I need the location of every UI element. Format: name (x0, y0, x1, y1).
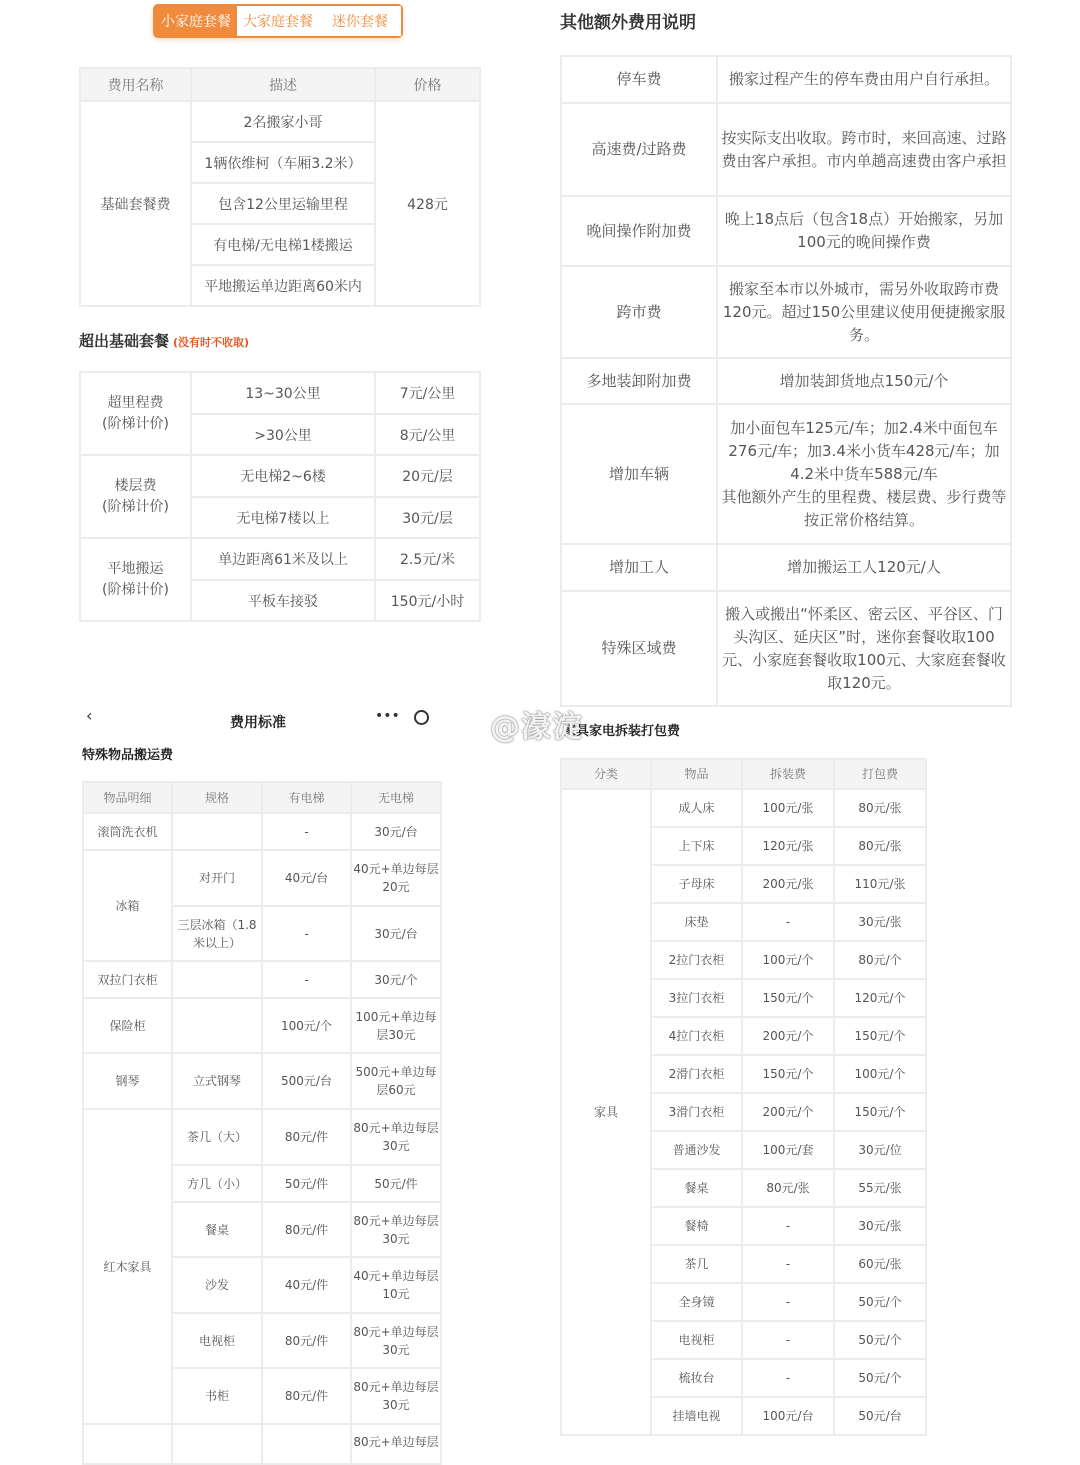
item-elevator-price: 40元/台 (262, 850, 351, 906)
furniture-item: 全身镜 (651, 1283, 742, 1321)
header-packing: 打包费 (834, 759, 926, 789)
furniture-packing-fee: 55元/张 (834, 1169, 926, 1207)
item-elevator-price: 80元/件 (262, 1202, 351, 1257)
item-spec: 书柜 (172, 1368, 262, 1424)
extra-fee-name: 高速费/过路费 (561, 103, 717, 196)
item-name: 钢琴 (83, 1053, 172, 1109)
basic-item: 有电梯/无电梯1楼搬运 (191, 224, 375, 265)
item-name (83, 1424, 172, 1464)
furniture-packing-fee: 120元/个 (834, 979, 926, 1017)
furniture-packing-fee: 80元/个 (834, 941, 926, 979)
item-spec (172, 998, 262, 1053)
extra-fee-name: 晚间操作附加费 (561, 196, 717, 266)
over-price: 2.5元/米 (375, 538, 480, 580)
header-desc: 描述 (191, 68, 375, 101)
furniture-assembly-fee: - (742, 1359, 834, 1397)
furniture-item: 4拉门衣柜 (651, 1017, 742, 1055)
basic-fee-name: 基础套餐费 (80, 101, 191, 306)
furniture-item: 餐椅 (651, 1207, 742, 1245)
item-spec (172, 961, 262, 998)
item-spec: 对开门 (172, 850, 262, 906)
item-spec: 电视柜 (172, 1313, 262, 1368)
item-no-elevator-price: 50元/件 (351, 1165, 441, 1202)
over-flat-name: 平地搬运 (阶梯计价) (80, 538, 191, 621)
item-spec: 沙发 (172, 1257, 262, 1313)
furniture-item: 茶几 (651, 1245, 742, 1283)
extra-fees-title: 其他额外费用说明 (560, 13, 696, 33)
item-no-elevator-price: 80元+单边每层30元 (351, 1313, 441, 1368)
nav-bar-fragment (86, 706, 441, 731)
header-price: 价格 (375, 68, 480, 101)
item-no-elevator-price: 40元+单边每层10元 (351, 1257, 441, 1313)
furniture-assembly-fee: - (742, 1283, 834, 1321)
extra-fee-name: 多地装卸附加费 (561, 358, 717, 404)
over-basic-note: (没有时不收取) (173, 336, 250, 349)
over-price: 30元/层 (375, 497, 480, 538)
extra-fee-desc: 搬家过程产生的停车费由用户自行承担。 (717, 56, 1011, 103)
tab-small-family[interactable]: 小家庭套餐 (155, 6, 237, 36)
furniture-packing-fee: 60元/张 (834, 1245, 926, 1283)
item-no-elevator-price: 40元+单边每层20元 (351, 850, 441, 906)
over-price: 20元/层 (375, 455, 480, 497)
special-items-title: 特殊物品搬运费 (82, 748, 174, 763)
header-category: 分类 (561, 759, 651, 789)
item-no-elevator-price: 30元/台 (351, 813, 441, 850)
furniture-packing-fee: 100元/个 (834, 1055, 926, 1093)
basic-price: 428元 (375, 101, 480, 306)
item-elevator-price: 80元/件 (262, 1109, 351, 1165)
item-spec: 立式钢琴 (172, 1053, 262, 1109)
item-elevator-price: 80元/件 (262, 1313, 351, 1368)
extra-fee-desc: 搬入或搬出“怀柔区、密云区、平谷区、门头沟区、延庆区”时，迷你套餐收取100元、小家庭套餐收取100元、大家庭套餐收取120元。 (717, 591, 1011, 706)
furniture-item: 子母床 (651, 865, 742, 903)
basic-item: 2名搬家小哥 (191, 101, 375, 142)
furniture-packing-fee: 80元/张 (834, 789, 926, 827)
furniture-packing-fee: 150元/个 (834, 1017, 926, 1055)
item-no-elevator-price: 30元/个 (351, 961, 441, 998)
furniture-item: 3滑门衣柜 (651, 1093, 742, 1131)
header-assembly: 拆装费 (742, 759, 834, 789)
tab-mini[interactable]: 迷你套餐 (319, 6, 401, 36)
header-item: 物品 (651, 759, 742, 789)
over-spec: 平板车接驳 (191, 580, 375, 621)
over-mileage-name: 超里程费 (阶梯计价) (80, 372, 191, 455)
basic-package-table (79, 67, 481, 307)
over-spec: 无电梯2~6楼 (191, 455, 375, 497)
extra-fee-name: 增加车辆 (561, 404, 717, 544)
package-tabs (153, 4, 403, 38)
furniture-packing-fee: 80元/张 (834, 827, 926, 865)
furniture-packing-fee: 50元/个 (834, 1359, 926, 1397)
furniture-category: 家具 (561, 789, 651, 1435)
item-name: 保险柜 (83, 998, 172, 1053)
furniture-assembly-fee: 100元/台 (742, 1397, 834, 1435)
furniture-fees-table (560, 758, 927, 1436)
furniture-packing-fee: 50元/个 (834, 1321, 926, 1359)
extra-fee-desc: 晚上18点后（包含18点）开始搬家，另加100元的晚间操作费 (717, 196, 1011, 266)
furniture-item: 2拉门衣柜 (651, 941, 742, 979)
item-no-elevator-price: 30元/台 (351, 906, 441, 961)
furniture-item: 2滑门衣柜 (651, 1055, 742, 1093)
item-elevator-price: - (262, 813, 351, 850)
nav-title: 费用标准 (230, 715, 286, 731)
furniture-item: 餐桌 (651, 1169, 742, 1207)
item-spec (172, 813, 262, 850)
furniture-assembly-fee: - (742, 1321, 834, 1359)
furniture-item: 床垫 (651, 903, 742, 941)
basic-item: 平地搬运单边距离60米内 (191, 265, 375, 306)
item-elevator-price: 80元/件 (262, 1368, 351, 1424)
extra-fee-name: 特殊区域费 (561, 591, 717, 706)
furniture-assembly-fee: 200元/个 (742, 1093, 834, 1131)
item-elevator-price: - (262, 906, 351, 961)
furniture-packing-fee: 50元/台 (834, 1397, 926, 1435)
item-no-elevator-price: 500元+单边每层60元 (351, 1053, 441, 1109)
item-elevator-price: 50元/件 (262, 1165, 351, 1202)
furniture-packing-fee: 50元/个 (834, 1283, 926, 1321)
furniture-item: 挂墙电视 (651, 1397, 742, 1435)
over-price: 8元/公里 (375, 414, 480, 455)
more-icon[interactable]: ••• (375, 708, 400, 724)
item-spec: 茶几（大） (172, 1109, 262, 1165)
furniture-assembly-fee: 120元/张 (742, 827, 834, 865)
over-price: 150元/小时 (375, 580, 480, 621)
furniture-packing-fee: 150元/个 (834, 1093, 926, 1131)
extra-fee-desc: 增加装卸货地点150元/个 (717, 358, 1011, 404)
furniture-item: 梳妆台 (651, 1359, 742, 1397)
furniture-packing-fee: 30元/张 (834, 903, 926, 941)
extra-fee-name: 增加工人 (561, 544, 717, 591)
item-elevator-price: 500元/台 (262, 1053, 351, 1109)
furniture-item: 电视柜 (651, 1321, 742, 1359)
item-no-elevator-price: 80元+单边每层 (351, 1424, 441, 1464)
header-item: 物品明细 (83, 782, 172, 813)
header-spec: 规格 (172, 782, 262, 813)
over-price: 7元/公里 (375, 372, 480, 414)
furniture-clip (560, 758, 926, 1439)
furniture-assembly-fee: 80元/张 (742, 1169, 834, 1207)
extra-fees-table (560, 55, 1012, 707)
over-basic-table (79, 371, 481, 622)
furniture-assembly-fee: - (742, 1207, 834, 1245)
over-basic-title: 超出基础套餐 (没有时不收取) (79, 332, 250, 350)
header-fee-name: 费用名称 (80, 68, 191, 101)
item-no-elevator-price: 80元+单边每层30元 (351, 1368, 441, 1424)
furniture-assembly-fee: 200元/张 (742, 865, 834, 903)
basic-item: 包含12公里运输里程 (191, 183, 375, 224)
item-elevator-price: - (262, 961, 351, 998)
over-spec: 13~30公里 (191, 372, 375, 414)
extra-fee-desc: 按实际支出收取。跨市时，来回高速、过路费由客户承担。市内单趟高速费由客户承担 (717, 103, 1011, 196)
item-spec: 方几（小） (172, 1165, 262, 1202)
furniture-assembly-fee: 100元/张 (742, 789, 834, 827)
item-no-elevator-price: 80元+单边每层30元 (351, 1202, 441, 1257)
furniture-assembly-fee: - (742, 1245, 834, 1283)
extra-fee-name: 跨市费 (561, 266, 717, 358)
item-no-elevator-price: 80元+单边每层30元 (351, 1109, 441, 1165)
over-spec: 单边距离61米及以上 (191, 538, 375, 580)
furniture-assembly-fee: - (742, 903, 834, 941)
over-spec: 无电梯7楼以上 (191, 497, 375, 538)
furniture-fees-title: 家具家电拆装打包费 (563, 724, 681, 739)
extra-fee-desc: 增加搬运工人120元/人 (717, 544, 1011, 591)
furniture-assembly-fee: 100元/套 (742, 1131, 834, 1169)
special-items-table (82, 781, 442, 1465)
item-spec: 餐桌 (172, 1202, 262, 1257)
item-name: 滚筒洗衣机 (83, 813, 172, 850)
furniture-assembly-fee: 100元/个 (742, 941, 834, 979)
item-spec (172, 1424, 262, 1464)
furniture-item: 普通沙发 (651, 1131, 742, 1169)
close-circle-icon[interactable] (414, 710, 429, 725)
item-spec: 三层冰箱（1.8米以上） (172, 906, 262, 961)
tab-large-family[interactable]: 大家庭套餐 (237, 6, 319, 36)
item-elevator-price (262, 1424, 351, 1464)
over-floor-name: 楼层费 (阶梯计价) (80, 455, 191, 538)
basic-item: 1辆依维柯（车厢3.2米） (191, 142, 375, 183)
header-elevator: 有电梯 (262, 782, 351, 813)
watermark: @濠淀 (490, 710, 583, 745)
furniture-item: 上下床 (651, 827, 742, 865)
extra-fee-name: 停车费 (561, 56, 717, 103)
furniture-item: 3拉门衣柜 (651, 979, 742, 1017)
special-items-clip (82, 781, 442, 1449)
item-name: 双拉门衣柜 (83, 961, 172, 998)
furniture-item: 成人床 (651, 789, 742, 827)
back-icon[interactable]: ‹ (86, 706, 93, 725)
item-name: 冰箱 (83, 850, 172, 961)
header-no-elevator: 无电梯 (351, 782, 441, 813)
extra-fee-desc: 加小面包车125元/车；加2.4米中面包车276元/车；加3.4米小货车428元/车；加4.2米中货车588元/车 其他额外产生的里程费、楼层费、步行费等按正常价格结算。 (717, 404, 1011, 544)
furniture-assembly-fee: 200元/个 (742, 1017, 834, 1055)
item-name: 红木家具 (83, 1109, 172, 1424)
furniture-assembly-fee: 150元/个 (742, 1055, 834, 1093)
furniture-packing-fee: 110元/张 (834, 865, 926, 903)
item-no-elevator-price: 100元+单边每层30元 (351, 998, 441, 1053)
over-spec: >30公里 (191, 414, 375, 455)
item-elevator-price: 40元/件 (262, 1257, 351, 1313)
furniture-assembly-fee: 150元/个 (742, 979, 834, 1017)
furniture-packing-fee: 30元/位 (834, 1131, 926, 1169)
item-elevator-price: 100元/个 (262, 998, 351, 1053)
furniture-packing-fee: 30元/张 (834, 1207, 926, 1245)
extra-fee-desc: 搬家至本市以外城市，需另外收取跨市费120元。超过150公里建议使用便捷搬家服务。 (717, 266, 1011, 358)
